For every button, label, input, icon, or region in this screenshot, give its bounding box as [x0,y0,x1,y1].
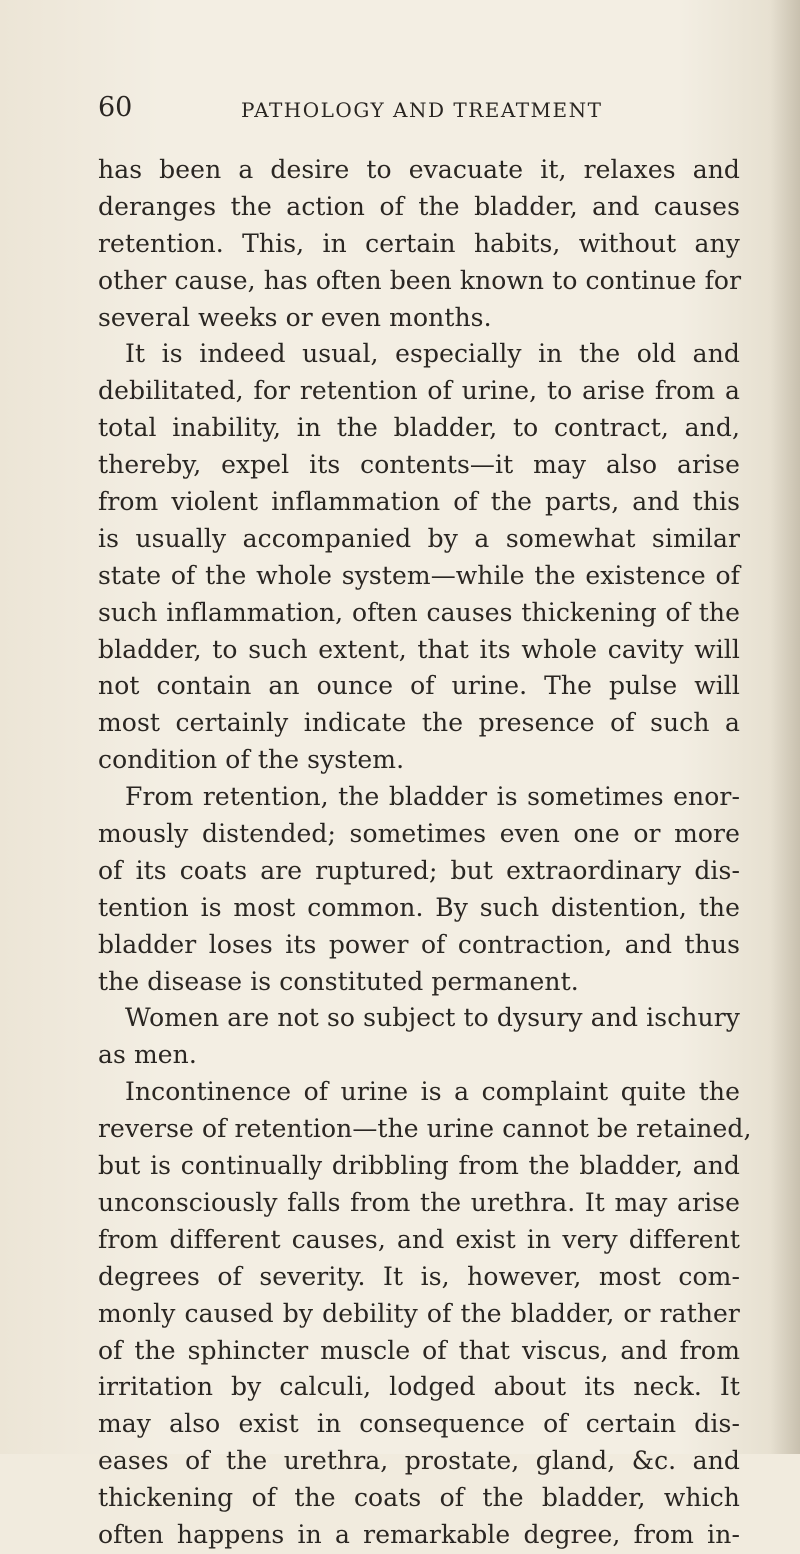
text-line: from different causes, and exist in very different [98,1224,740,1254]
text-line: tention is most common. By such distention, the [98,892,740,922]
text-line: From retention, the bladder is sometimes enor- [125,782,740,812]
text-line: monly caused by debility of the bladder, or rather [98,1298,740,1328]
text-line: bladder, to such extent, that its whole cavity will [98,634,740,664]
text-line: bladder loses its power of contraction, and thus [98,929,740,959]
page-header [98,92,738,132]
text-line: It is indeed usual, especially in the old and [125,339,740,369]
text-line: eases of the urethra, prostate, gland, &c. and [98,1446,740,1476]
running-head: PATHOLOGY AND TREATMENT [241,98,603,122]
text-line: total inability, in the bladder, to contract, and, [98,413,740,443]
text-line: but is continually dribbling from the bladder, and [98,1151,740,1181]
text-line: not contain an ounce of urine. The pulse will [98,671,740,701]
text-line: has been a desire to evacuate it, relaxes and [98,155,740,184]
text-line: most certainly indicate the presence of such a [98,708,740,738]
text-line: of the sphincter muscle of that viscus, and from [98,1335,740,1365]
text-line: degrees of severity. It is, however, most com- [98,1261,740,1291]
text-line: several weeks or even months. [98,302,492,332]
text-line: reverse of retention—the urine cannot be retained, [98,1114,752,1144]
body-text [98,152,752,1554]
text-line: the disease is constituted permanent. [98,966,579,996]
text-line: unconsciously falls from the urethra. It may arise [98,1187,740,1217]
text-line: deranges the action of the bladder, and causes [98,191,740,221]
text-line: thickening of the coats of the bladder, which [98,1483,740,1513]
text-line: is usually accompanied by a somewhat similar [98,523,740,553]
text-line: mously distended; sometimes even one or more [98,819,740,849]
page-number: 60 [98,92,133,123]
text-line: condition of the system. [98,745,405,775]
text-line: Incontinence of urine is a complaint quite the [125,1077,740,1107]
text-line: debilitated, for retention of urine, to arise from a [98,376,740,406]
text-line: Women are not so subject to dysury and ischury [125,1003,740,1033]
text-line: thereby, expel its contents—it may also arise [98,450,740,480]
text-line: other cause, has often been known to continue for [98,265,742,295]
spine-shadow [770,0,800,1454]
text-line: such inflammation, often causes thickening of the [98,597,740,627]
text-line: often happens in a remarkable degree, from in- [98,1519,740,1549]
text-line: irritation by calculi, lodged about its neck. It [98,1372,740,1402]
text-line: as men. [98,1040,197,1070]
text-line: retention. This, in certain habits, without any [98,228,740,258]
text-line: state of the whole system—while the existence of [98,560,740,590]
text-line: from violent inflammation of the parts, and this [98,487,740,517]
text-line: may also exist in consequence of certain dis- [98,1409,740,1439]
text-line: of its coats are ruptured; but extraordinary dis- [98,855,740,885]
